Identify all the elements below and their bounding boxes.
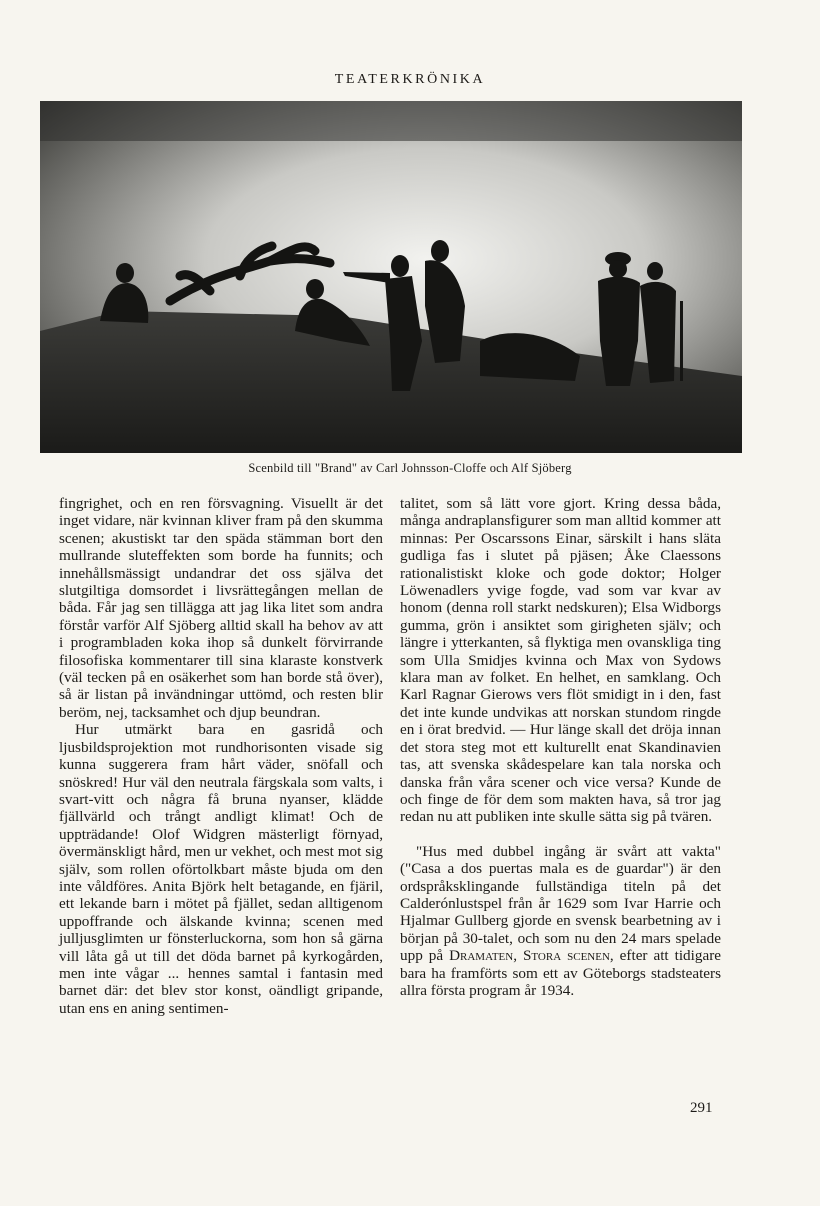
paragraph: talitet, som så lätt vore gjort. Kring dessa båda, många andraplansfigurer som man alltid kommer att minnas: Per Oscarssons Einar, särskilt i hans släta gudliga fas i slutet på pjäsen; Åke Claessons rationalistiskt kloke och gode doktor; Holger Löwenadlers yvige fogde, vad som var kvar av honom (denna roll starkt nedskuren); Elsa Widborgs gumma, grön i ansiktet som girigheten själv; och längre i ytterkanten, så flyktiga men ovanskliga ting som Ulla Smidjes kvinna och Max von Sydows klara man av folket. En helhet, en samklang. Och Karl Ragnar Gierows vers flöt smidigt in i den, fast det inte kunde undvikas att norskan stundom ringde en i örat bredvid. — Hur länge skall det dröja innan det stora steg mot ett kulturellt enat Skandinavien tas, att svenska skådespelare kan tala norska och danska från våra scener och vice versa? Kunde de och finge de för dem som makten hava, så tror jag redan nu att publiken inte skulle sätta sig på tvären.: [400, 495, 721, 826]
paragraph: Hur utmärkt bara en gasridå och ljusbildsprojektion mot rundhorisonten visade sig kunna suggerera fram hårt väder, snöfall och snöskred! Hur väl den neutrala färgskala som valts, i svart-vitt och några få bruna nyanser, klädde fjällvärld och trångt andligt klimat! Och de uppträdande! Olof Widgren mästerligt förnyad, övermänskligt hård, men ur vekhet, och mest mot sig själv, som rollen oförtolkbart måste bjuda om den inte våldföres. Anita Björk helt betagande, en fjäril, ett lekande barn i mötet på fjället, sedan alltigenom uppoffrande och älskande kvinna; scenen med julljusglimten ur fönsterluckorna, som hon så gärna vill låta gå ut till det döda barnet på kyrkogården, men inte vågar ... hennes samtal i fantasin med barnet där: det blev stor konst, oändligt gripande, utan ens en aning sentimen-: [59, 721, 383, 1017]
stage-scene-illustration: [40, 101, 742, 453]
paragraph-text: , efter att tidigare bara ha framförts som ett av Göteborgs stadsteaters allra första program år 1934.: [400, 947, 721, 999]
stage-scene-photo: [40, 101, 742, 453]
text-column-right: [400, 495, 721, 999]
paragraph-text: "Hus med dubbel ingång är svårt att vakta" ("Casa a dos puertas mala es de guardar") är den ordspråksklingande fullständiga titeln på det Calderónlustspel från år 1629 som Ivar Harrie och Hjalmar Gullberg gjorde en svensk bearbetning av i början på 30-talet, och som nu den 24 mars spelade upp på: [400, 842, 721, 965]
paragraph: [400, 843, 721, 1000]
venue-name: Dramaten, Stora scenen: [449, 947, 610, 965]
text-column-left: [59, 495, 383, 1017]
page-number: 291: [690, 1100, 713, 1116]
running-header: TEATERKRÖNIKA: [334, 72, 486, 87]
photo-caption: Scenbild till "Brand" av Carl Johnsson-Cloffe och Alf Sjöberg: [248, 461, 572, 475]
paragraph: fingrighet, och en ren försvagning. Visuellt är det inget vidare, när kvinnan kliver fram på den skumma scenen; akustiskt tar den späda stämman bort den mullrande sluteffekten som borde ha funnits; och innehållsmässigt undandrar det oss själva det slutgiltiga domsordet i livsrättegången mellan de båda. Får jag sen tillägga att jag lika litet som andra förstår varför Alf Sjöberg alltid skall ha behov av att i programbladen koka ihop så dunkelt förvirrande filosofiska kommentarer till sina klaraste konstverk (väl tecken på en osäkerhet som han borde stå över), så är listan på invändningar uttömd, och resten blir beröm, nej, tacksamhet och djup beundran.: [59, 495, 383, 721]
